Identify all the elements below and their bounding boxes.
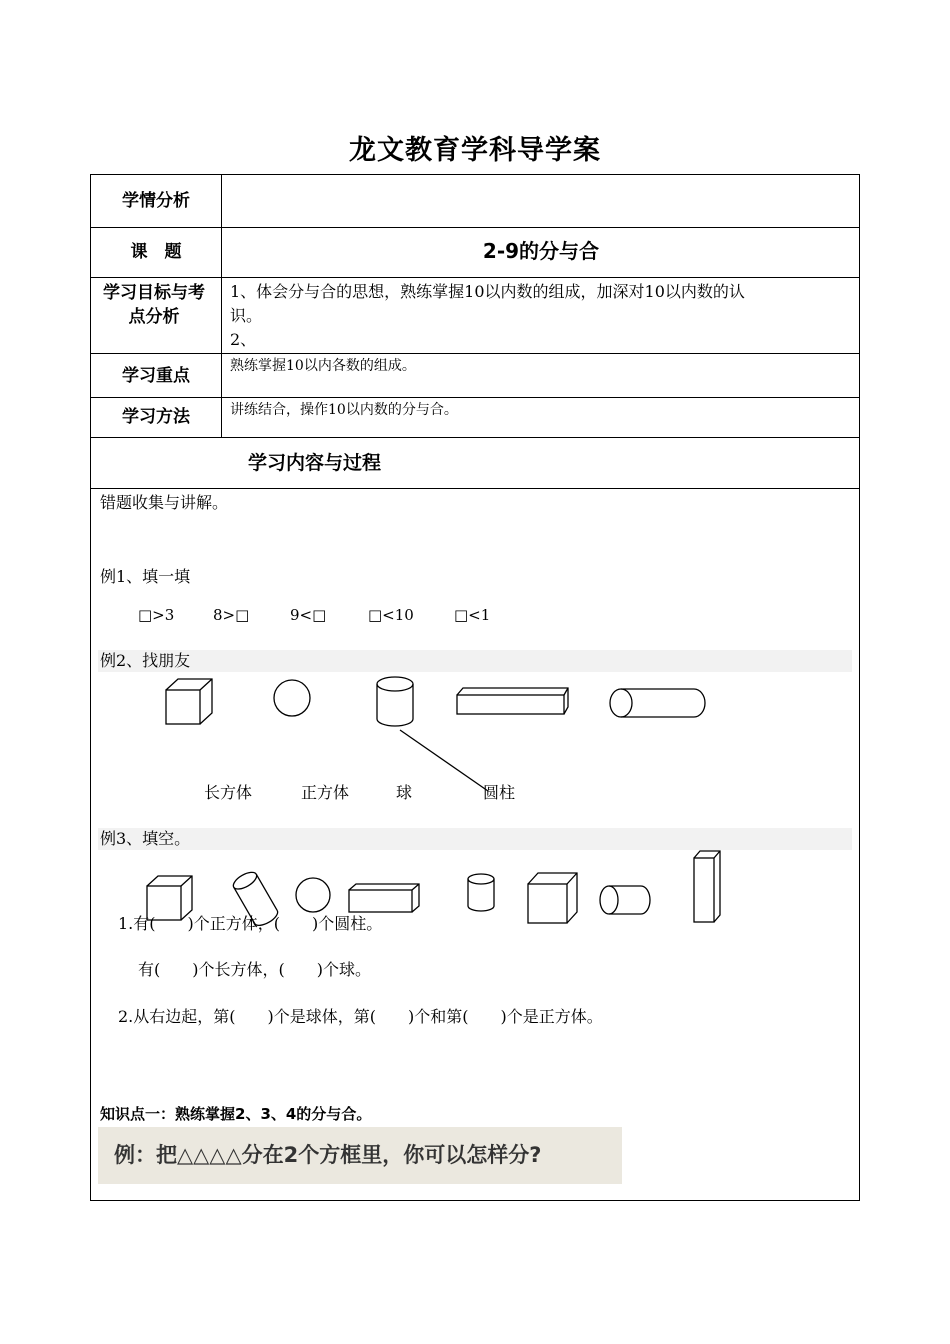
focus-value: 熟练掌握10以内各数的组成。	[230, 358, 416, 374]
sphere-figure	[274, 680, 310, 716]
cuboid-figure	[349, 884, 419, 912]
ex1-item: □>3	[138, 606, 175, 624]
example-3-title: 例3、填空。	[100, 829, 191, 848]
cube-figure	[528, 873, 577, 923]
ex1-item: 8>□	[213, 606, 250, 624]
topic-value: 2-9的分与合	[482, 239, 600, 263]
analysis-label: 学情分析	[122, 191, 190, 211]
sphere-figure	[296, 878, 330, 912]
ex3-question-2: 2.从右边起，第( )个是球体，第( )个和第( )个是正方体。	[118, 1007, 603, 1026]
cylinder-figure	[377, 677, 413, 726]
method-value: 讲练结合，操作10以内数的分与合。	[230, 402, 458, 418]
knowledge-point-1: 知识点一：熟练掌握2、3、4的分与合。	[100, 1105, 372, 1123]
ex3-question-1b: 有( )个长方体，( )个球。	[138, 960, 371, 979]
label-cuboid: 长方体	[204, 783, 253, 802]
scanned-example-text: 例：把△△△△分在2个方框里，你可以怎样分?	[114, 1143, 542, 1167]
lying-cylinder-figure	[610, 689, 705, 717]
focus-label: 学习重点	[122, 366, 190, 386]
goal-line-1-cont: 识。	[230, 306, 263, 325]
goal-line-1: 1、体会分与合的思想，熟练掌握10以内数的组成，加深对10以内数的认	[230, 282, 745, 301]
ex1-item: □<10	[368, 606, 414, 624]
label-sphere: 球	[396, 783, 413, 802]
method-label: 学习方法	[122, 407, 190, 427]
tilted-cylinder-figure	[231, 869, 281, 929]
errors-heading: 错题收集与讲解。	[100, 493, 229, 512]
example-1-title: 例1、填一填	[100, 567, 191, 586]
goal-label: 学习目标与考点分析	[103, 283, 205, 327]
label-cylinder: 圆柱	[483, 783, 516, 802]
cube-figure	[166, 679, 212, 724]
goal-line-2: 2、	[230, 330, 257, 349]
cube-figure	[147, 876, 192, 920]
tall-cuboid-figure	[694, 851, 720, 922]
ex1-item: 9<□	[290, 606, 327, 624]
cuboid-figure	[457, 688, 568, 714]
ex1-item: □<1	[454, 606, 491, 624]
match-line	[400, 730, 488, 791]
topic-label: 课 题	[130, 242, 182, 262]
content-header: 学习内容与过程	[248, 452, 382, 474]
example-2-title: 例2、找朋友	[100, 651, 191, 670]
page-title: 龙文教育学科导学案	[349, 135, 601, 166]
label-cube: 正方体	[301, 783, 350, 802]
lying-cylinder-figure	[600, 886, 650, 914]
ex3-question-1a: 1.有( )个正方体，( )个圆柱。	[118, 914, 383, 933]
cylinder-figure	[468, 874, 494, 911]
